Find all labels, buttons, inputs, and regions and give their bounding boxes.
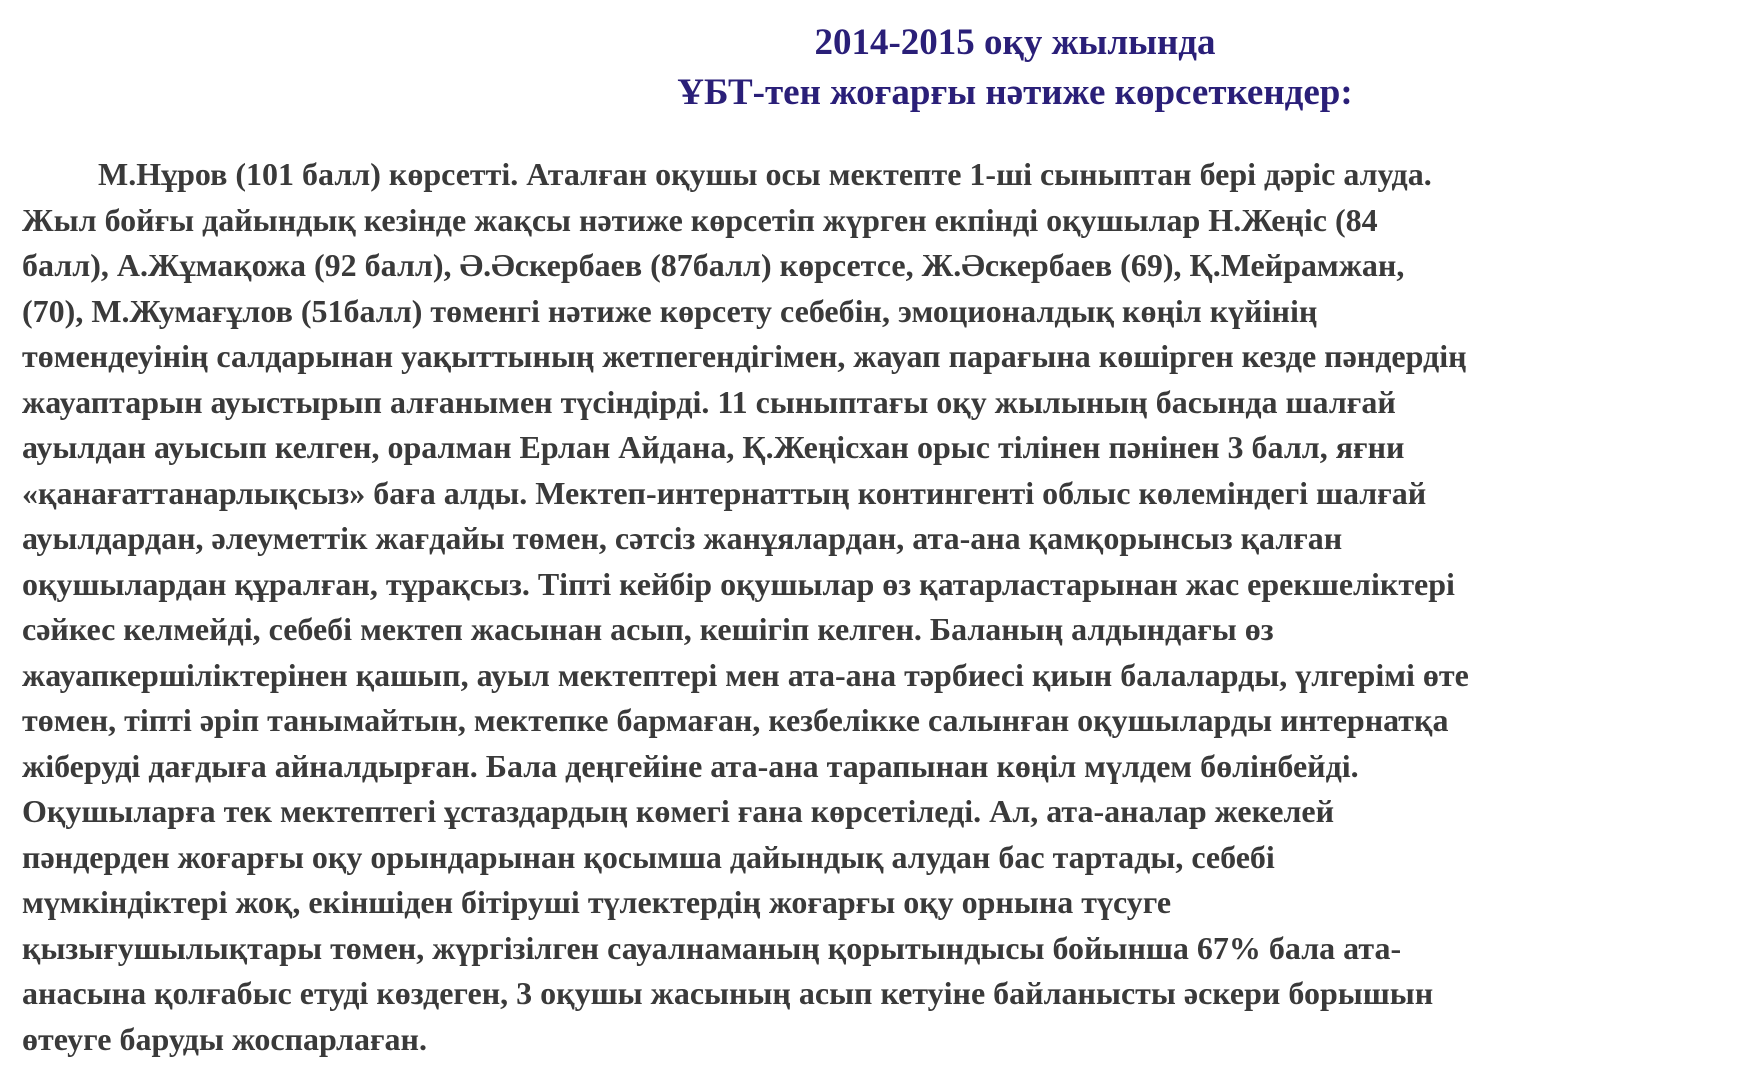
text-line: М.Нұров (101 балл) көрсетті. Аталған оқушы осы мектепте 1-ші сыныптан бері дәріс алуда. bbox=[98, 156, 1432, 192]
text-line: сәйкес келмейді, себебі мектеп жасынан асып, кешігіп келген. Баланың алдындағы өз bbox=[22, 611, 1274, 647]
text-line: төмен, тіпті әріп танымайтын, мектепке бармаған, кезбелікке салынған оқушыларды интернатқа bbox=[22, 702, 1449, 738]
text-line: төмендеуінің салдарынан уақыттының жетпегендігімен, жауап парағына көшірген кезде пәндердің bbox=[22, 338, 1467, 374]
text-line: жіберуді дағдыға айналдырған. Бала деңгейіне ата-ана тарапынан көңіл мүлдем бөлінбейді. bbox=[22, 747, 1359, 784]
body-paragraph bbox=[22, 152, 1742, 1062]
text-line: мүмкіндіктері жоқ, екіншіден бітіруші түлектердің жоғарғы оқу орнына түсуге bbox=[22, 884, 1172, 920]
page-title bbox=[360, 18, 1670, 118]
title-line-2: ҰБТ-тен жоғарғы нәтиже көрсеткендер: bbox=[677, 72, 1353, 113]
text-line: оқушылардан құралған, тұрақсыз. Тіпті кейбір оқушылар өз қатарластарынан жас ерекшеліктері bbox=[22, 565, 1455, 602]
text-line: (70), М.Жумағұлов (51балл) төменгі нәтиже көрсету себебін, эмоционалдық көңіл күйінің bbox=[22, 292, 1318, 329]
text-line: жауаптарын ауыстырып алғанымен түсіндірді. 11 сыныптағы оқу жылының басында шалғай bbox=[22, 383, 1396, 420]
text-line: қызығушылықтары төмен, жүргізілген сауалнаманың қорытындысы бойынша 67% бала ата- bbox=[22, 929, 1402, 966]
title-line-1: 2014-2015 оқу жылында bbox=[814, 22, 1216, 63]
text-line: өтеуге баруды жоспарлаған. bbox=[22, 1020, 427, 1057]
text-line: балл), А.Жұмақожа (92 балл), Ә.Әскербаев (87балл) көрсетсе, Ж.Әскербаев (69), Қ.Мейрамжан, bbox=[22, 247, 1405, 283]
text-line: ауылдан ауысып келген, оралман Ерлан Айдана, Қ.Жеңісхан орыс тілінен пәнінен 3 балл, яғни bbox=[22, 429, 1405, 465]
text-line: ауылдардан, әлеуметтік жағдайы төмен, сәтсіз жанұялардан, ата-ана қамқорынсыз қалған bbox=[22, 520, 1343, 556]
text-line: анасына қолғабыс етуді көздеген, 3 оқушы жасының асып кетуіне байланысты әскери борышын bbox=[22, 975, 1434, 1011]
text-line: жауапкершіліктерінен қашып, ауыл мектептері мен ата-ана тәрбиесі қиын балаларды, үлгерімі өте bbox=[22, 656, 1469, 693]
text-line: «қанағаттанарлықсыз» баға алды. Мектеп-интернаттың контингенті облыс көлеміндегі шалғай bbox=[22, 474, 1427, 511]
text-line: Жыл бойғы дайындық кезінде жақсы нәтиже көрсетіп жүрген екпінді оқушылар Н.Жеңіс (84 bbox=[22, 201, 1378, 238]
text-line: Оқушыларға тек мектептегі ұстаздардың көмегі ғана көрсетіледі. Ал, ата-аналар жекелей bbox=[22, 793, 1335, 829]
text-line: пәндерден жоғарғы оқу орындарынан қосымша дайындық алудан бас тартады, себебі bbox=[22, 838, 1275, 875]
